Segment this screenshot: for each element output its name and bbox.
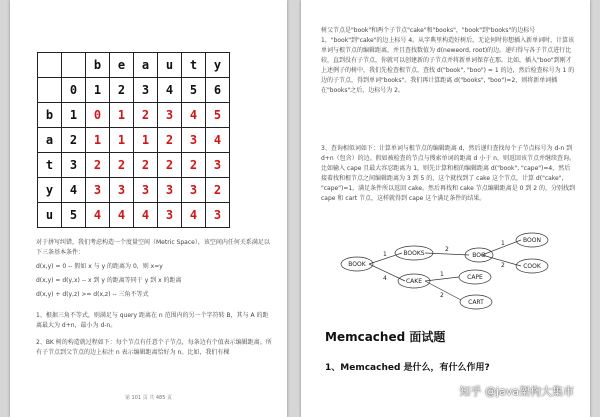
paragraph-tree-build: 树父节点是"book"和两个子节点"cake"和"books"，"book"到"books"的边标号 1，"book"到"cake"的边上标号 4。从字典里构造好树后，无论何时你想插入新单词时，计算该单词与根节点的编辑距离，并且查找数值为 d(neweord, root)的边。递归得与各子节点进行比较，直到没有子节点，你就可以创建新的子节点并将新单词保存在那。比如，插入"boo"到刚才上述例子的树中，我们先检查根节点，查找 d("book", "boo") = 1 的边，然后检查标号为 1 的边的子节点，得到单词"books"。我们再计算距离 d("books", "boo")=2，则将新单词插在"books"之后，边标号为 2。 <box>321 27 575 94</box>
table-row <box>38 78 230 103</box>
table-row <box>38 178 230 203</box>
table-cell: 1 <box>62 103 86 128</box>
table-cell: 3 <box>206 203 230 228</box>
edit-distance-table <box>37 52 230 228</box>
table-row <box>38 103 230 128</box>
table-cell: 2 <box>134 153 158 178</box>
page-footer: 第 101 页 共 485 页 <box>124 395 173 401</box>
table-row <box>38 203 230 228</box>
paragraph-metric-space: 对于拼写纠错，我们考虑构造一个度量空间（Metric Space），该空间内任何关系满足以下三条基本条件： <box>36 239 270 256</box>
table-cell: 4 <box>182 203 206 228</box>
edge-label-book-books: 1 <box>383 251 387 258</box>
table-cell: 3 <box>110 178 134 203</box>
table-cell: 2 <box>110 153 134 178</box>
table-cell: 5 <box>62 203 86 228</box>
table-cell: a <box>134 53 158 78</box>
table-cell: y <box>38 178 62 203</box>
edge-label-cake-cart: 2 <box>440 292 444 299</box>
table-cell: 4 <box>110 203 134 228</box>
node-boo: BOO <box>472 252 486 259</box>
table-cell: 3 <box>134 178 158 203</box>
paragraph-query: 3、查询相似词如下：计算单词与根节点的编辑距离 d，然后递归查找每个子节点标号为 d-n 到 d+n（包含）的边。假如被检查的节点与搜索单词的距离 d 小于 n，则返回该节点并继续查询。比如输入 cape 且最大容忍距离为 1，则先计算和根的编辑距离 d("book", "cape")=4，然后接着找和根节点之间编辑距离为 3 到 5 的，这个就找到了 cake 这个节点，计算 d("cake", "cape")=1，满足条件所以返回 cake。然后再找和 cake 节点编辑距离是 0 到 2 的，分别找到 cape 和 cart 节点，这样就得到 cape 这个满足条件的结果。 <box>321 145 576 202</box>
table-cell: 2 <box>134 103 158 128</box>
table-cell: t <box>38 153 62 178</box>
bk-tree-diagram <box>339 226 559 312</box>
left-page <box>10 0 287 417</box>
node-books: BOOKS <box>403 250 425 257</box>
table-cell: 3 <box>182 178 206 203</box>
table-cell: 1 <box>86 128 110 153</box>
table-cell: 0 <box>86 103 110 128</box>
table-cell: 2 <box>158 153 182 178</box>
table-cell: 2 <box>182 153 206 178</box>
table-cell: a <box>38 128 62 153</box>
table-cell: b <box>86 53 110 78</box>
table-cell: y <box>206 53 230 78</box>
edge-label-boo-cook: 2 <box>501 262 505 269</box>
paragraph-point-1: 1、根据三角不等式，则满足与 query 距离在 n 范围内的另一个字符转 B，其与 A 的距离最大为 d+n，最小为 d-n。 <box>36 312 269 329</box>
table-cell: 4 <box>206 128 230 153</box>
table-cell <box>62 53 86 78</box>
table-cell: e <box>110 53 134 78</box>
table-cell: 3 <box>182 128 206 153</box>
table-cell: 1 <box>110 128 134 153</box>
node-boon: BOON <box>523 237 541 244</box>
section-title: Memcached 面试题 <box>325 330 446 344</box>
table-cell: 0 <box>62 78 86 103</box>
paragraph-condition-3: d(x,y) + d(y,z) >= d(x,z) -- 三角不等式 <box>36 291 149 298</box>
edge-label-book-cake: 4 <box>383 275 387 282</box>
node-cart: CART <box>468 299 484 306</box>
table-cell: 3 <box>134 78 158 103</box>
table-cell <box>38 78 62 103</box>
table-cell: 5 <box>182 78 206 103</box>
table-cell: 6 <box>206 78 230 103</box>
table-cell: 1 <box>134 128 158 153</box>
table-row <box>38 128 230 153</box>
table-cell: 3 <box>86 178 110 203</box>
table-cell: 2 <box>158 128 182 153</box>
table-cell <box>38 53 62 78</box>
right-page <box>301 0 590 417</box>
edge-label-books-boo: 2 <box>445 246 449 253</box>
table-cell: 5 <box>206 103 230 128</box>
edge-label-boo-boon: 1 <box>501 240 505 247</box>
table-cell: 1 <box>86 78 110 103</box>
table-cell: 3 <box>158 103 182 128</box>
node-book: BOOK <box>348 261 366 268</box>
paragraph-point-2: 2、BK 树的构造就过程如下：每个节点有任意个子节点，每条边有个值表示编辑距离。所有子节点到父节点的边上标注 n 表示编辑距离恰好为 n。比如，我们有棵 <box>36 339 272 356</box>
table-cell: 4 <box>86 203 110 228</box>
table-cell: 3 <box>62 153 86 178</box>
table-cell: b <box>38 103 62 128</box>
table-cell: 3 <box>158 203 182 228</box>
table-cell: 1 <box>110 103 134 128</box>
table-cell: 3 <box>158 178 182 203</box>
paragraph-condition-2: d(x,y) = d(y,x) -- x 到 y 的距离等同于 y 到 x 的距离 <box>36 277 182 284</box>
table-cell: 4 <box>182 103 206 128</box>
table-cell: 2 <box>86 153 110 178</box>
table-cell: 4 <box>134 203 158 228</box>
question-heading: 1、Memcached 是什么，有什么作用? <box>325 363 490 373</box>
table-cell: u <box>38 203 62 228</box>
table-cell: 2 <box>62 128 86 153</box>
edge-label-cake-cape: 1 <box>440 271 444 278</box>
table-cell: 3 <box>206 153 230 178</box>
node-cake: CAKE <box>405 278 423 285</box>
table-cell: 4 <box>158 78 182 103</box>
table-cell: u <box>158 53 182 78</box>
watermark: 知乎 @java架构大集市 <box>459 385 574 398</box>
table-cell: 2 <box>110 78 134 103</box>
node-cook: COOK <box>523 263 541 270</box>
paragraph-condition-1: d(x,y) = 0 -- 假如 x 与 y 的距离为 0，则 x=y <box>36 263 163 270</box>
table-cell: t <box>182 53 206 78</box>
table-cell: 2 <box>206 178 230 203</box>
table-header-row <box>38 53 230 78</box>
node-cape: CAPE <box>467 274 483 281</box>
table-cell: 4 <box>62 178 86 203</box>
table-row <box>38 153 230 178</box>
